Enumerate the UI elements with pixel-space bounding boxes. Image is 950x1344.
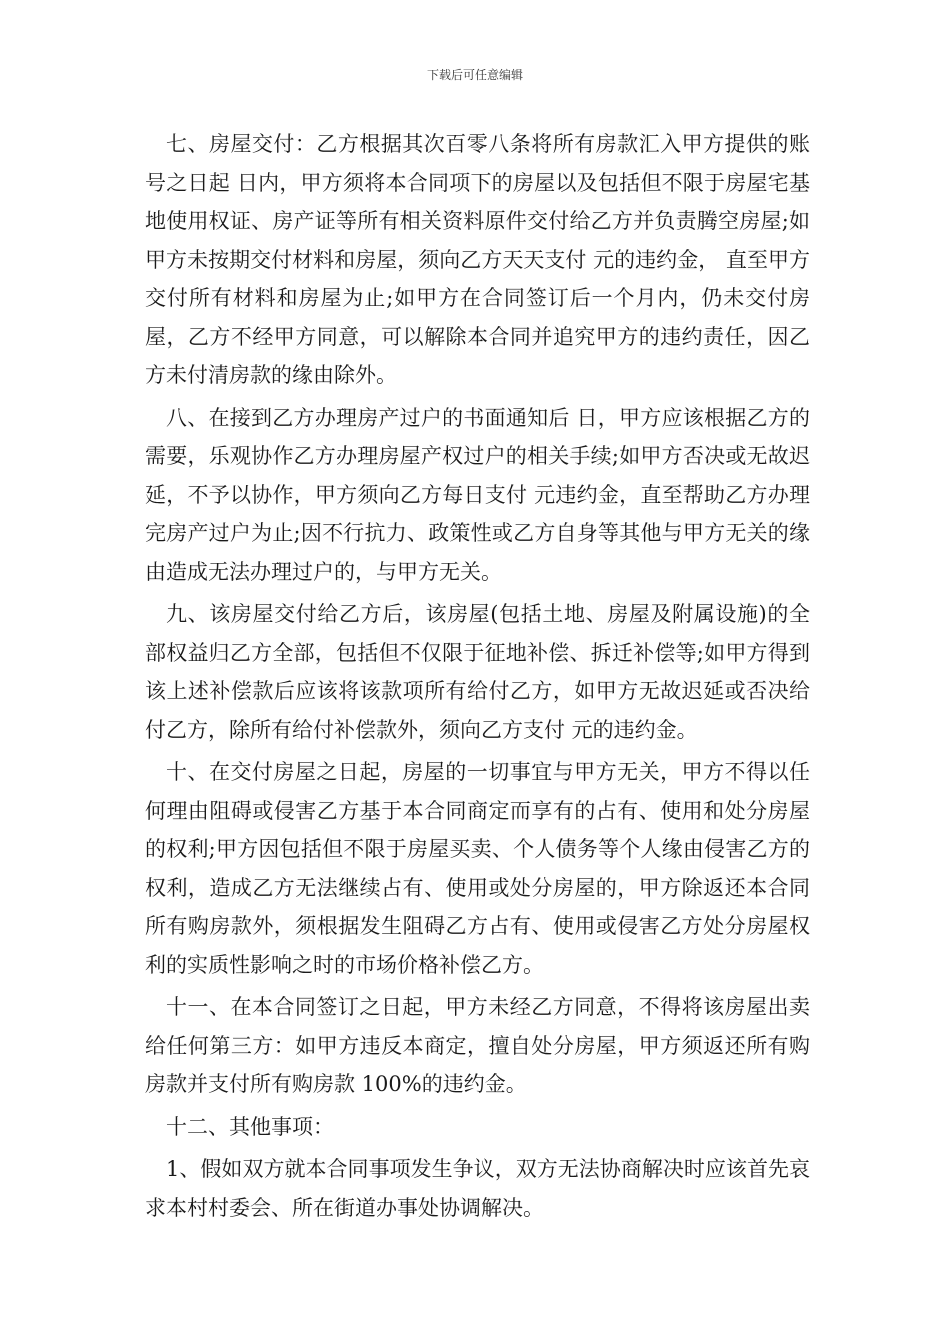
page-header: 下载后可任意编辑 [426, 68, 523, 82]
clause-11: 十一、在本合同签订之日起，甲方未经乙方同意，不得将该房屋出卖给任何第三方：如甲方违反本商定，擅自处分房屋，甲方须返还所有购房款并支付所有购房款 100%的违约金。 [145, 995, 810, 1096]
clause-10: 十、在交付房屋之日起，房屋的一切事宜与甲方无关，甲方不得以任何理由阻碍或侵害乙方基于本合同商定而享有的占有、使用和处分房屋的权利;甲方因包括但不限于房屋买卖、个人债务等个人缘由侵害乙方的权利，造成乙方无法继续占有、使用或处分房屋的，甲方除返还本合同所有购房款外，须根据发生阻碍乙方占有、使用或侵害乙方处分房屋权利的实质性影响之时的市场价格补偿乙方。 [145, 760, 810, 977]
clause-9: 九、该房屋交付给乙方后，该房屋(包括土地、房屋及附属设施)的全部权益归乙方全部，包括但不仅限于征地补偿、拆迁补偿等;如甲方得到该上述补偿款后应该将该款项所有给付乙方，如甲方无故迟延或否决给付乙方，除所有给付补偿款外，须向乙方支付 元的违约金。 [145, 602, 810, 742]
contract-body [145, 125, 810, 1231]
clause-8: 八、在接到乙方办理房产过户的书面通知后 日，甲方应该根据乙方的需要，乐观协作乙方办理房屋产权过户的相关手续;如甲方否决或无故迟延，不予以协作，甲方须向乙方每日支付 元违约金，直至帮助乙方办理完房产过户为止;因不行抗力、政策性或乙方自身等其他与甲方无关的缘由造成无法办理过户的，与甲方无关。 [145, 405, 810, 584]
clause-7: 七、房屋交付：乙方根据其次百零八条将所有房款汇入甲方提供的账号之日起 日内，甲方须将本合同项下的房屋以及包括但不限于房屋宅基地使用权证、房产证等所有相关资料原件交付给乙方并负责腾空房屋;如甲方未按期交付材料和房屋，须向乙方天天支付 元的违约金， 直至甲方交付所有材料和房屋为止;如甲方在合同签订后一个月内，仍未交付房屋，乙方不经甲方同意，可以解除本合同并追究甲方的违约责任，因乙方未付清房款的缘由除外。 [145, 132, 810, 387]
clause-12-item-1: 1、假如双方就本合同事项发生争议，双方无法协商解决时应该首先哀求本村村委会、所在街道办事处协调解决。 [145, 1157, 810, 1220]
clause-12-heading: 十二、其他事项： [166, 1114, 334, 1139]
